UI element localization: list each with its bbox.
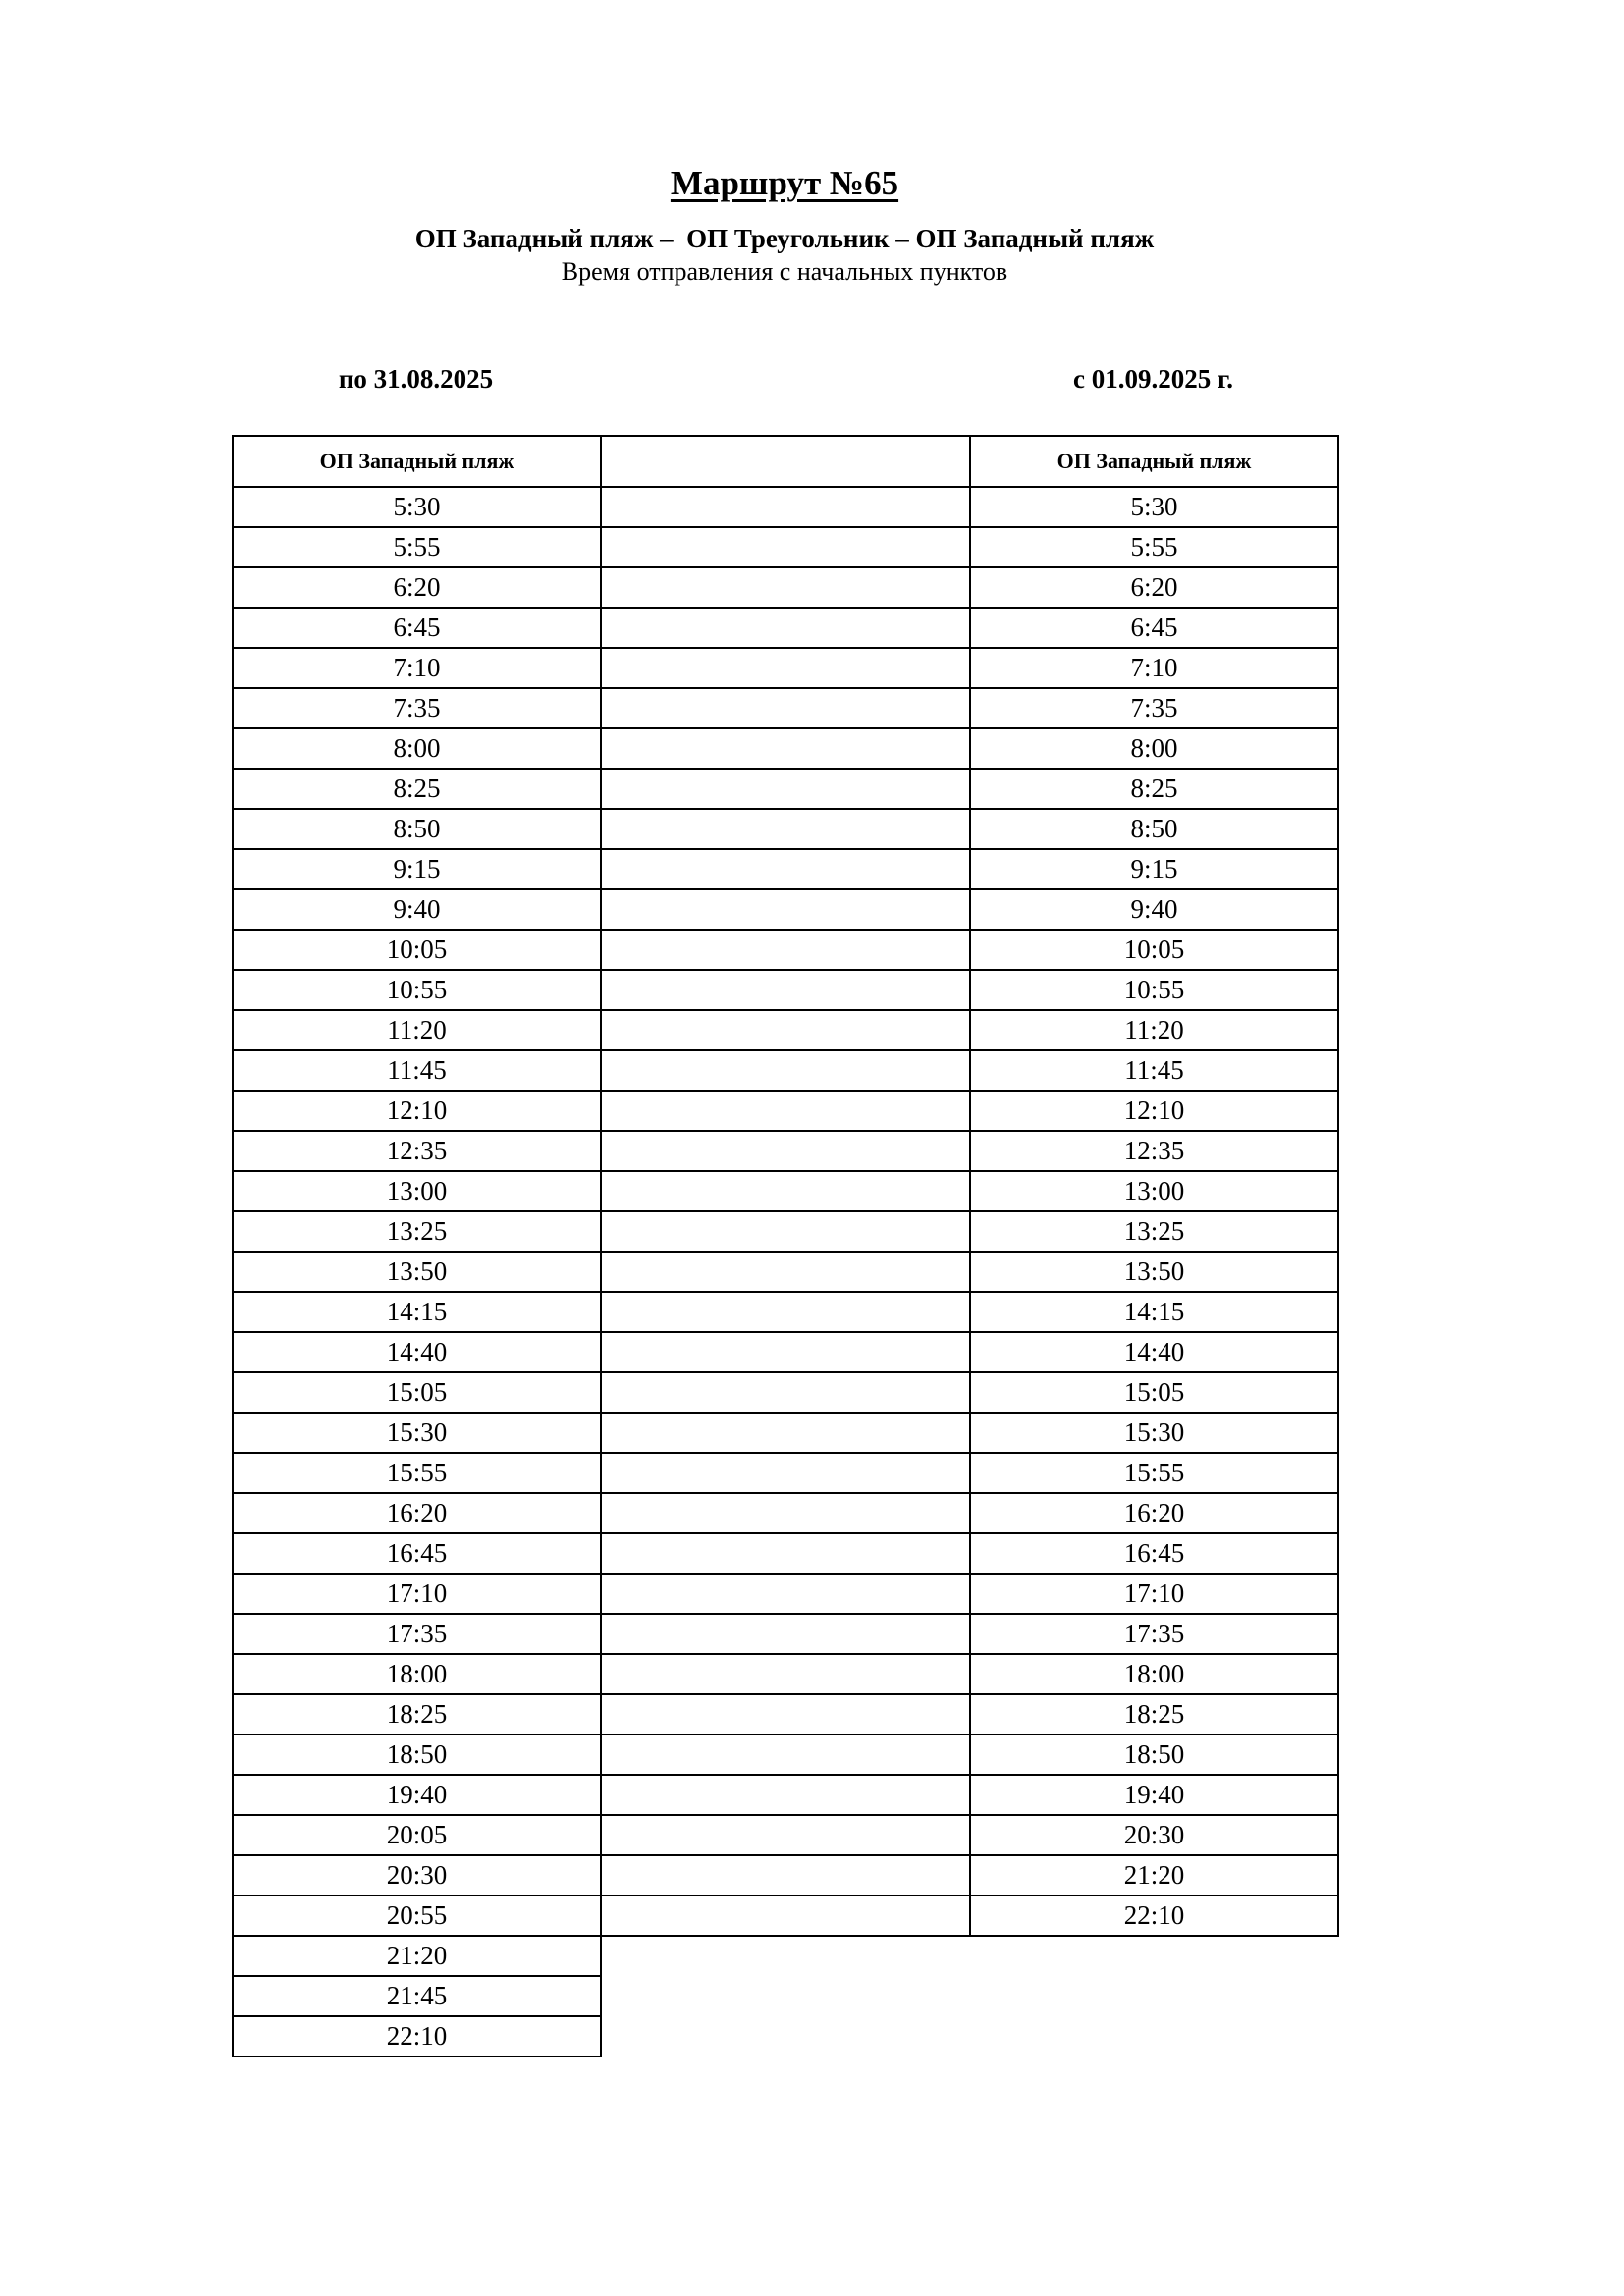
timetable-row <box>233 1252 1338 1292</box>
left-departure-time: 8:00 <box>233 728 601 769</box>
right-departure-time: 18:50 <box>970 1735 1338 1775</box>
timetable-row <box>233 1091 1338 1131</box>
right-departure-time: 21:20 <box>970 1855 1338 1896</box>
timetable-row <box>233 1332 1338 1372</box>
left-departure-time: 11:20 <box>233 1010 601 1050</box>
right-departure-time: 17:35 <box>970 1614 1338 1654</box>
right-departure-time: 5:30 <box>970 487 1338 527</box>
spacer-cell <box>601 1171 970 1211</box>
right-departure-time: 17:10 <box>970 1574 1338 1614</box>
right-departure-time: 16:20 <box>970 1493 1338 1533</box>
left-departure-time: 9:40 <box>233 889 601 930</box>
middle-spacer-header <box>601 436 970 487</box>
timetable-row <box>233 769 1338 809</box>
spacer-cell <box>601 1735 970 1775</box>
timetable-row <box>233 970 1338 1010</box>
right-departure-time <box>970 1976 1338 2016</box>
timetable-row <box>233 487 1338 527</box>
right-departure-time: 19:40 <box>970 1775 1338 1815</box>
left-departure-time: 22:10 <box>233 2016 601 2056</box>
period-labels-row <box>232 362 1337 397</box>
right-departure-time: 11:20 <box>970 1010 1338 1050</box>
timetable-row <box>233 1413 1338 1453</box>
timetable-header-row <box>233 436 1338 487</box>
left-departure-time: 5:30 <box>233 487 601 527</box>
spacer-cell <box>601 809 970 849</box>
timetable-row <box>233 1775 1338 1815</box>
left-departure-time: 8:50 <box>233 809 601 849</box>
timetable-row <box>233 849 1338 889</box>
spacer-cell <box>601 1372 970 1413</box>
page-title: Маршрут №65 <box>670 164 899 202</box>
timetable-row <box>233 1493 1338 1533</box>
right-departure-time: 8:50 <box>970 809 1338 849</box>
spacer-cell <box>601 1453 970 1493</box>
left-column-header: ОП Западный пляж <box>233 436 601 487</box>
left-departure-time: 8:25 <box>233 769 601 809</box>
timetable-row <box>233 1896 1338 1936</box>
timetable-row <box>233 567 1338 608</box>
spacer-cell <box>601 688 970 728</box>
timetable-row <box>233 1654 1338 1694</box>
spacer-cell <box>601 1010 970 1050</box>
spacer-cell <box>601 2016 970 2056</box>
timetable-row <box>233 889 1338 930</box>
timetable-row <box>233 1976 1338 2016</box>
left-departure-time: 9:15 <box>233 849 601 889</box>
timetable-row <box>233 1815 1338 1855</box>
spacer-cell <box>601 1775 970 1815</box>
right-departure-time: 14:40 <box>970 1332 1338 1372</box>
right-departure-time: 5:55 <box>970 527 1338 567</box>
timetable-row <box>233 1694 1338 1735</box>
right-departure-time: 20:30 <box>970 1815 1338 1855</box>
timetable-row <box>233 1010 1338 1050</box>
period-label-after: с 01.09.2025 г. <box>1073 364 1233 394</box>
spacer-cell <box>601 1976 970 2016</box>
spacer-cell <box>601 849 970 889</box>
left-departure-time: 13:25 <box>233 1211 601 1252</box>
spacer-cell <box>601 1091 970 1131</box>
spacer-cell <box>601 1694 970 1735</box>
timetable-row <box>233 1614 1338 1654</box>
left-departure-time: 21:45 <box>233 1976 601 2016</box>
right-departure-time: 12:35 <box>970 1131 1338 1171</box>
left-departure-time: 14:15 <box>233 1292 601 1332</box>
left-departure-time: 15:05 <box>233 1372 601 1413</box>
spacer-cell <box>601 527 970 567</box>
spacer-cell <box>601 608 970 648</box>
left-departure-time: 16:20 <box>233 1493 601 1533</box>
timetable-row <box>233 1211 1338 1252</box>
right-departure-time: 12:10 <box>970 1091 1338 1131</box>
spacer-cell <box>601 1815 970 1855</box>
timetable-row <box>233 1533 1338 1574</box>
right-departure-time: 8:25 <box>970 769 1338 809</box>
left-departure-time: 19:40 <box>233 1775 601 1815</box>
left-departure-time: 13:00 <box>233 1171 601 1211</box>
left-departure-time: 7:10 <box>233 648 601 688</box>
left-departure-time: 16:45 <box>233 1533 601 1574</box>
spacer-cell <box>601 930 970 970</box>
left-departure-time: 20:55 <box>233 1896 601 1936</box>
timetable-row <box>233 1372 1338 1413</box>
right-departure-time: 18:25 <box>970 1694 1338 1735</box>
left-departure-time: 12:35 <box>233 1131 601 1171</box>
right-departure-time: 13:25 <box>970 1211 1338 1252</box>
timetable-row <box>233 1171 1338 1211</box>
left-departure-time: 18:00 <box>233 1654 601 1694</box>
timetable-body <box>233 487 1338 2056</box>
spacer-cell <box>601 1292 970 1332</box>
spacer-cell <box>601 1896 970 1936</box>
timetable-row <box>233 688 1338 728</box>
timetable-row <box>233 648 1338 688</box>
period-label-before: по 31.08.2025 <box>338 364 494 394</box>
left-departure-time: 6:45 <box>233 608 601 648</box>
spacer-cell <box>601 1936 970 1976</box>
right-departure-time <box>970 1936 1338 1976</box>
timetable-row <box>233 930 1338 970</box>
route-endpoints-subtitle: ОП Западный пляж – ОП Треугольник – ОП Западный пляж <box>414 224 1155 253</box>
right-departure-time: 10:55 <box>970 970 1338 1010</box>
left-departure-time: 17:10 <box>233 1574 601 1614</box>
timetable-row <box>233 1453 1338 1493</box>
timetable-row <box>233 1050 1338 1091</box>
spacer-cell <box>601 1614 970 1654</box>
left-departure-time: 18:50 <box>233 1735 601 1775</box>
spacer-cell <box>601 1574 970 1614</box>
spacer-cell <box>601 1252 970 1292</box>
left-departure-time: 15:55 <box>233 1453 601 1493</box>
right-departure-time: 6:20 <box>970 567 1338 608</box>
right-departure-time: 6:45 <box>970 608 1338 648</box>
right-departure-time: 13:00 <box>970 1171 1338 1211</box>
spacer-cell <box>601 889 970 930</box>
spacer-cell <box>601 728 970 769</box>
timetable-row <box>233 2016 1338 2056</box>
spacer-cell <box>601 1493 970 1533</box>
right-departure-time: 9:40 <box>970 889 1338 930</box>
timetable-row <box>233 1292 1338 1332</box>
heading-block <box>232 162 1337 288</box>
right-departure-time: 13:50 <box>970 1252 1338 1292</box>
right-departure-time: 7:10 <box>970 648 1338 688</box>
departure-timetable <box>232 435 1339 2057</box>
right-departure-time: 9:15 <box>970 849 1338 889</box>
left-departure-time: 14:40 <box>233 1332 601 1372</box>
spacer-cell <box>601 567 970 608</box>
left-departure-time: 15:30 <box>233 1413 601 1453</box>
spacer-cell <box>601 1211 970 1252</box>
left-departure-time: 18:25 <box>233 1694 601 1735</box>
period-spacer <box>600 362 969 397</box>
timetable-row <box>233 608 1338 648</box>
right-departure-time: 14:15 <box>970 1292 1338 1332</box>
right-departure-time: 11:45 <box>970 1050 1338 1091</box>
left-departure-time: 13:50 <box>233 1252 601 1292</box>
timetable-row <box>233 1936 1338 1976</box>
right-departure-time: 15:30 <box>970 1413 1338 1453</box>
spacer-cell <box>601 1050 970 1091</box>
spacer-cell <box>601 769 970 809</box>
right-departure-time: 16:45 <box>970 1533 1338 1574</box>
timetable-row <box>233 1574 1338 1614</box>
left-departure-time: 20:05 <box>233 1815 601 1855</box>
spacer-cell <box>601 1855 970 1896</box>
right-departure-time: 18:00 <box>970 1654 1338 1694</box>
spacer-cell <box>601 1332 970 1372</box>
spacer-cell <box>601 648 970 688</box>
left-departure-time: 5:55 <box>233 527 601 567</box>
spacer-cell <box>601 1413 970 1453</box>
right-departure-time: 10:05 <box>970 930 1338 970</box>
spacer-cell <box>601 1654 970 1694</box>
spacer-cell <box>601 1533 970 1574</box>
right-departure-time: 7:35 <box>970 688 1338 728</box>
spacer-cell <box>601 1131 970 1171</box>
left-departure-time: 21:20 <box>233 1936 601 1976</box>
left-departure-time: 6:20 <box>233 567 601 608</box>
spacer-cell <box>601 487 970 527</box>
left-departure-time: 17:35 <box>233 1614 601 1654</box>
timetable-row <box>233 1855 1338 1896</box>
timetable-row <box>233 728 1338 769</box>
right-departure-time: 22:10 <box>970 1896 1338 1936</box>
left-departure-time: 11:45 <box>233 1050 601 1091</box>
timetable-row <box>233 1735 1338 1775</box>
document-page <box>232 0 1337 2057</box>
timetable-row <box>233 809 1338 849</box>
departure-note: Время отправления с начальных пунктов <box>561 257 1008 286</box>
right-column-header: ОП Западный пляж <box>970 436 1338 487</box>
right-departure-time <box>970 2016 1338 2056</box>
left-departure-time: 20:30 <box>233 1855 601 1896</box>
right-departure-time: 15:55 <box>970 1453 1338 1493</box>
right-departure-time: 15:05 <box>970 1372 1338 1413</box>
timetable-row <box>233 1131 1338 1171</box>
left-departure-time: 10:05 <box>233 930 601 970</box>
left-departure-time: 10:55 <box>233 970 601 1010</box>
left-departure-time: 12:10 <box>233 1091 601 1131</box>
left-departure-time: 7:35 <box>233 688 601 728</box>
right-departure-time: 8:00 <box>970 728 1338 769</box>
timetable-row <box>233 527 1338 567</box>
spacer-cell <box>601 970 970 1010</box>
